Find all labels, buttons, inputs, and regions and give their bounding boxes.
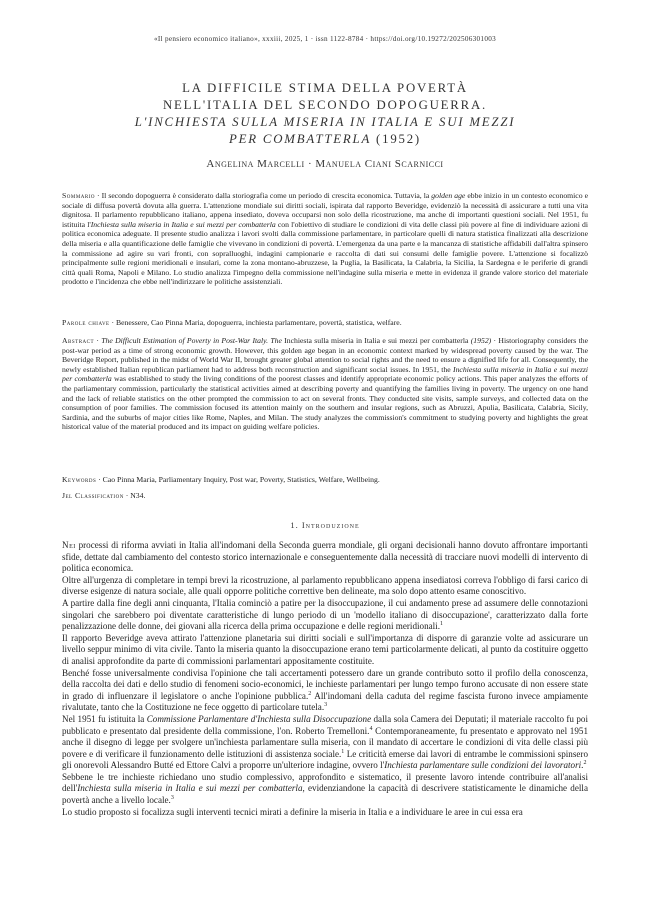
sommario-golden-age: golden age <box>431 191 466 200</box>
parole-chiave-text: · Benessere, Cao Pinna Maria, dopoguerra, inchiesta parlamentare, povertà, statistica, welfare. <box>109 318 402 327</box>
paragraph-text: , evidenziandone la capacità di descrivere statisticamente le dinamiche della povertà anche a livello locale. <box>62 783 588 806</box>
abstract-english-title: The Difficult Estimation of Poverty in Post-War Italy. The <box>101 336 282 345</box>
paragraph-text: . <box>581 760 584 771</box>
inchiesta-title: Inchiesta sulla miseria in Italia e sui mezzi per combatterla <box>77 783 303 794</box>
footnote-ref[interactable]: 1 <box>341 748 345 755</box>
paragraph <box>62 668 588 714</box>
section-heading: 1. Introduzione <box>290 520 360 530</box>
sommario-text-2: ebbe inizio in un contesto economico e sociale di diffusa povertà dovuta alla guerra. L'attenzione mondiale sui diritti sociali, ispirata dal rapporto Beveridge, evidenziò la necessità di assicurare a tutti una vita dignitosa. Il parlamento repubblicano italiano, appena insediato, doveva occuparsi non solo della ricostruzione, ma anche di importanti questioni sociali. Nel 1951, fu istituita l' <box>62 191 588 229</box>
sommario-block <box>62 191 588 287</box>
sommario-text-3: con l'obiettivo di studiare le condizioni di vita delle classi più povere al fine di individuare azioni di politica economica adeguate. Il presente studio analizza i lavori svolti dalla commissione parlamentare, in particolare quelli di natura statistica finalizzati alla descrizione della miseria e alla quantificazione delle famiglie che vivevano in condizioni di povertà. L'emergenza da una parte e la mancanza di statistiche affidabili dall'altra spinsero la commissione ad agire su vari fronti, con sopralluoghi, indagini campionarie e raccolta di dati sui consumi delle famiglie povere. L'attenzione si focalizzò principalmente sulle regioni meridionali e insulari, come la zona montano-abruzzese, la Puglia, la Basilicata, la Calabria, la Sicilia, la Sardegna e le periferie di grandi città quali Roma, Napoli e Milano. Lo studio analizza l'impegno della commissione nell'indagine sulla miseria e mette in evidenza il grande valore storico del materiale prodotto e l'incidenza che ebbe nell'indirizzare le politiche assistenziali. <box>62 219 588 287</box>
paragraph-text: processi di riforma avviati in Italia all'indomani della Seconda guerra mondiale, gli organi decisionali hanno dovuto affrontare importanti sfide, dettate dal cambiamento del contesto storico internazionale e conseguentemente dalla necessità di tracciare nuovi modelli di intervento di politica economica. <box>62 540 588 574</box>
sommario-inchiesta-title: Inchiesta sulla miseria in Italia e sui mezzi per combatterla <box>90 219 276 229</box>
abstract-block <box>62 336 588 432</box>
footnote-ref[interactable]: 3 <box>170 795 174 802</box>
paragraph-text: Le criticità emerse dai lavori di entrambe le commissioni spinsero gli onorevoli Alessandro Butté ed Ettore Calvi a proporre un'ulteriore indagine, ovvero l' <box>62 748 588 771</box>
keywords-text: · Cao Pinna Maria, Parliamentary Inquiry, Post war, Poverty, Statistics, Welfare, Wellbeing. <box>96 475 380 484</box>
inquiry-title: Inchiesta parlamentare sulle condizioni dei lavoratori <box>384 760 582 771</box>
commission-title: Commissione Parlamentare d'Inchiesta sulla Disoccupazione <box>146 713 372 724</box>
footnote-ref[interactable]: 4 <box>369 725 373 732</box>
body-text <box>62 540 588 818</box>
parole-chiave-block <box>62 318 588 328</box>
jel-text: · N34. <box>123 491 146 500</box>
title-line-4-italic: PER COMBATTERLA <box>229 132 372 146</box>
jel-label: Jel Classification <box>62 491 124 500</box>
sommario-text-1: · Il secondo dopoguerra è considerato dalla storiografia come un periodo di crescita economica. Tuttavia, la <box>95 191 432 200</box>
footnote-ref[interactable]: 2 <box>583 760 587 767</box>
title-year: (1952) <box>371 132 421 146</box>
paragraph-text: Nel 1951 fu istituita la <box>62 713 147 724</box>
paragraph: Il rapporto Beveridge aveva attirato l'attenzione planetaria sui diritti sociali e sull'importanza di disporre di garanzie volte ad assicurare un livello seppur minimo di vita civile. Tanto la miseria quanto la disoccupazione erano temi particolarmente delicati, al punto da costituire oggetto di analisi approfondite da parte di commissioni parlamentari appositamente costituite. <box>62 632 588 666</box>
abstract-year: (1952) <box>470 336 492 345</box>
abstract-sep: · <box>94 336 102 345</box>
paragraph <box>62 540 588 575</box>
abstract-inchiesta-italic: Inchiesta sulla miseria in Italia e sui mezzi per combatterla <box>62 364 588 384</box>
title-line-4 <box>40 131 610 148</box>
paragraph <box>62 714 588 772</box>
article-title <box>40 80 610 148</box>
article-authors: Angelina Marcelli · Manuela Ciani Scarnicci <box>206 158 444 170</box>
paragraph-text: All'indomani della caduta del regime fascista furono invece ampiamente rivalutate, tanto che la Costituzione ne fece oggetto di particolare tutela. <box>62 690 588 713</box>
footnote-ref[interactable]: 3 <box>324 702 328 709</box>
journal-header: «Il pensiero economico italiano», xxxiii, 2025, 1 · issn 1122-8784 · https://doi.org/10.19272/202506301003 <box>153 35 497 43</box>
paragraph-text: Benché fosse universalmente condivisa l'opinione che tali accertamenti potessero dare un grande contributo sotto il profilo della conoscenza, della raccolta dei dati e dello studio di fenomeni socio-economici, le inchieste parlamentari per lungo tempo furono accusate di non essere state in grado di influenzare il legislatore o anche l'opinione pubblica. <box>62 667 588 701</box>
footnote-ref[interactable]: 2 <box>308 690 312 697</box>
keywords-label: Keywords <box>62 475 97 484</box>
paragraph-initial-word: Nei <box>62 540 76 550</box>
title-line-1: LA DIFFICILE STIMA DELLA POVERTÀ <box>182 81 468 95</box>
abstract-label: Abstract <box>62 336 95 345</box>
title-line-3: L'INCHIESTA SULLA MISERIA IN ITALIA E SUI MEZZI <box>134 115 516 129</box>
paragraph <box>62 772 588 807</box>
parole-chiave-label: Parole chiave <box>62 318 110 327</box>
paragraph: Oltre all'urgenza di completare in tempi brevi la ricostruzione, al parlamento repubblicano appena insediatosi correva l'obbligo di farsi carico di diverse esigenze di natura sociale, alle quali opporre politiche correttive ben delineate, ma solo dopo attento esame conoscitivo. <box>62 574 588 597</box>
paragraph-text: dalla sola Camera dei Deputati; il materiale raccolto fu poi pubblicato e presentato dal presidente della commissione, l'on. Roberto Tremelloni. <box>62 713 588 736</box>
paragraph-text: A partire dalla fine degli anni cinquanta, l'Italia cominciò a patire per la disoccupazione, il cui andamento prese ad assumere delle connotazioni singolari che sarebbero poi diventate caratteristiche di lungo periodo di un 'modello italiano di disoccupazione', caratterizzato dalla forte penalizzazione delle donne, dei giovani alla ricerca della prima occupazione e delle regioni meridionali. <box>62 597 588 632</box>
jel-block <box>62 491 588 501</box>
paragraph <box>62 598 588 633</box>
sommario-label: Sommario <box>62 191 95 200</box>
keywords-block <box>62 475 588 485</box>
abstract-inchiesta-title: Inchiesta sulla miseria in Italia e sui mezzi per combatterla <box>281 336 471 345</box>
paragraph-text: Sebbene le tre inchieste richiedano uno studio complessivo, approfondito e sistematico, il presente lavoro intende contribuire all'analisi dell' <box>62 771 588 794</box>
footnote-ref[interactable]: 1 <box>439 621 443 628</box>
paragraph-text: Contemporaneamente, fu presentato e approvato nel 1951 anche il disegno di legge per svolgere un'inchiesta parlamentare sulla miseria, con il mandato di accertare le condizioni di vita delle classi più povere e di verificare il funzionamento delle istituzioni di assistenza sociale. <box>62 725 588 759</box>
abstract-text-2: was established to study the living conditions of the poorest classes and identify appropriate economic policy actions. This paper analyzes the efforts of the parliamentary commission, particularly the statistical activities aimed at describing poverty and quantifying the families living in poverty. The urgency on one hand and the lack of reliable statistics on the other prompted the commission to act on several fronts. They conducted site visits, sample surveys, and collected data on the consumption of poor families. The commission focused its attention mainly on the southern and insular regions, such as Abruzzi, Apulia, Basilicata, Calabria, Sicily, Sardinia, and the suburbs of major cities like Rome, Naples, and Milan. The study analyzes the commission's commitment to studying poverty and highlights the great historical value of the material produced and its impact on guiding welfare policies. <box>62 374 588 432</box>
title-line-2: NELL'ITALIA DEL SECONDO DOPOGUERRA. <box>163 98 487 112</box>
paragraph: Lo studio proposto si focalizza sugli interventi tecnici mirati a definire la miseria in Italia e a individuare le aree in cui essa era <box>62 806 523 817</box>
abstract-text-1: · Historiography considers the post-war period as a time of strong economic growth. However, this golden age began in an economic context marked by widespread poverty caused by the war. The Beveridge Report, published in the midst of World War II, brought greater global attention to social rights and the need to ensure a dignified life for all. Consequently, the newly established Italian republican parliament had to address both reconstruction and significant social issues. In 1951, the <box>62 336 588 374</box>
